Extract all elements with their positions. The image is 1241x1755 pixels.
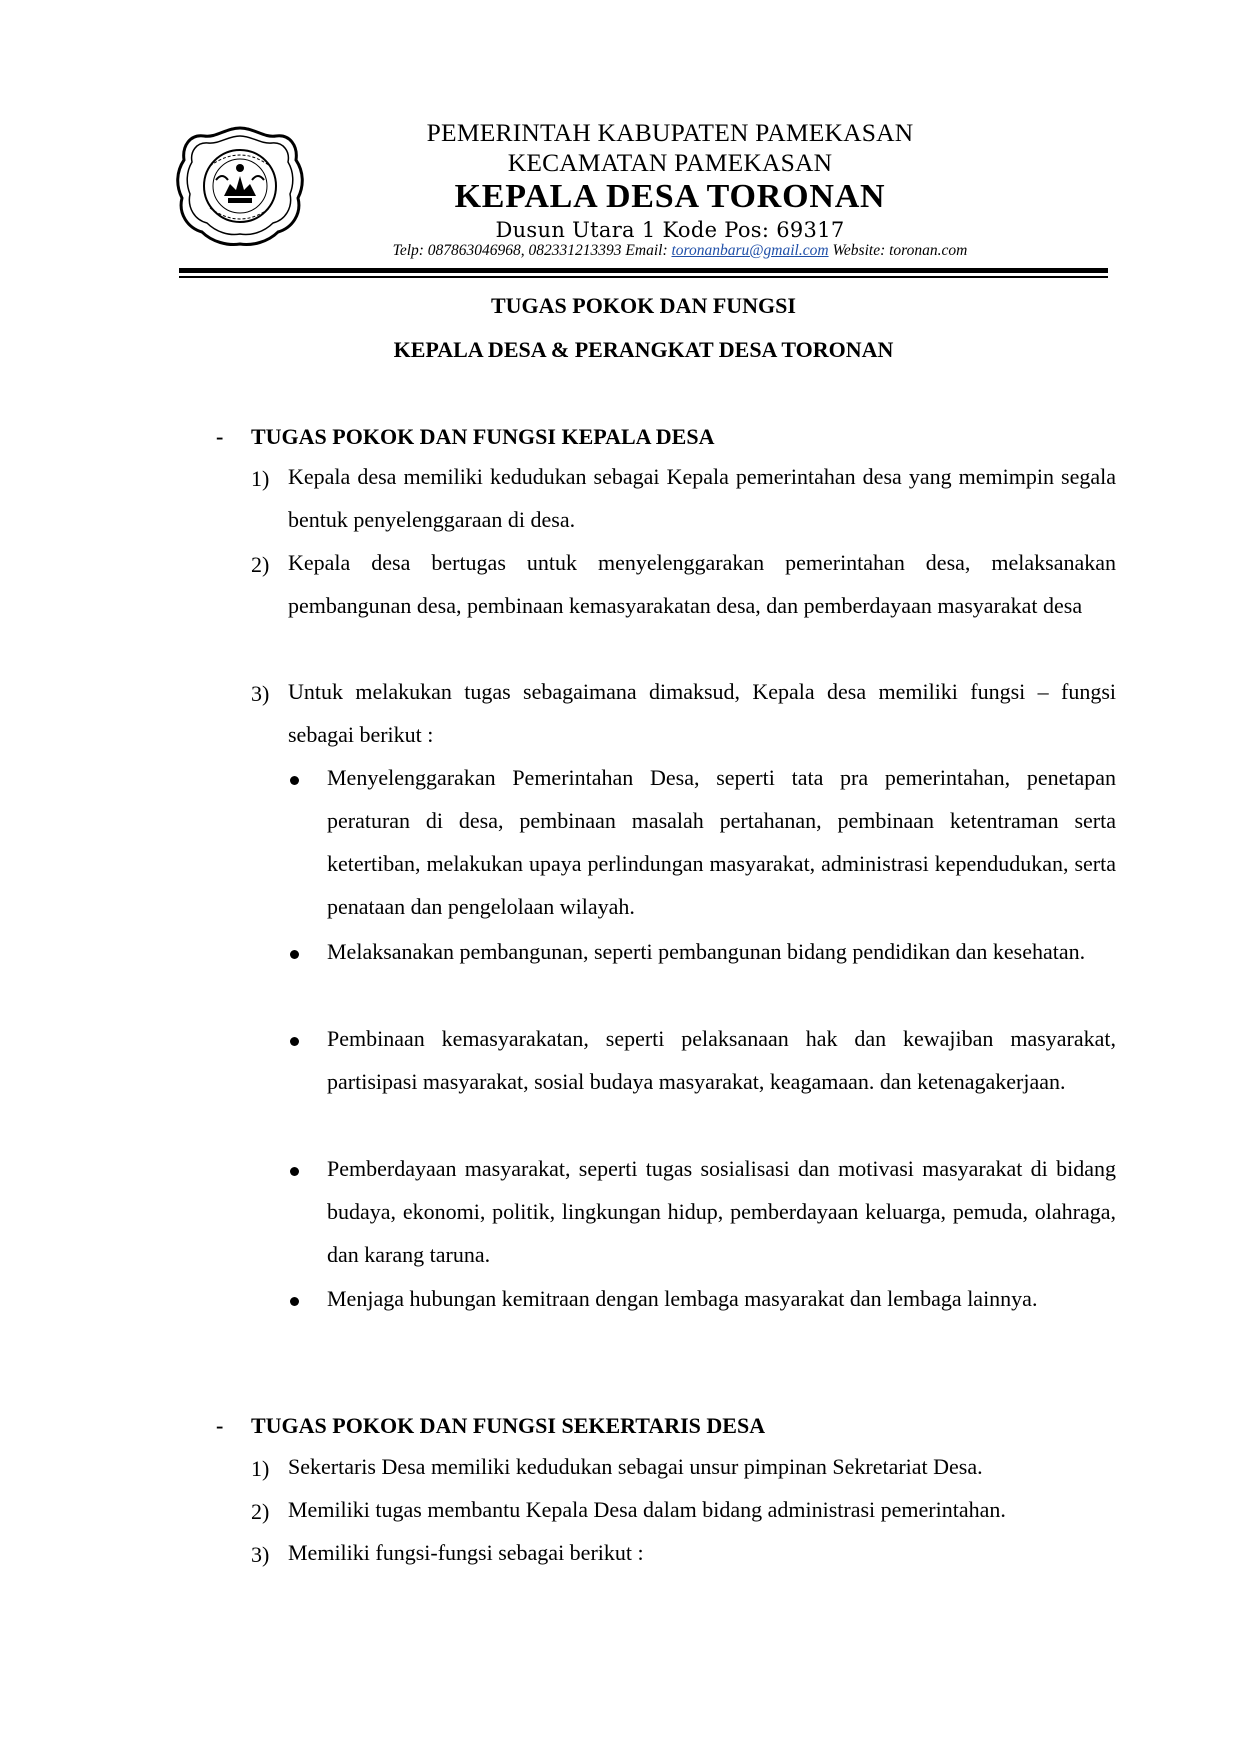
bullet-item: Pembinaan kemasyarakatan, seperti pelaksanaan hak dan kewajiban masyarakat, partisipasi masyarakat, sosial budaya masyarakat, keagamaan. dan ketenagakerjaan. xyxy=(327,1026,1116,1094)
section-dash: - xyxy=(216,1413,224,1438)
list-item: Memiliki tugas membantu Kepala Desa dalam bidang administrasi pemerintahan. xyxy=(288,1497,1006,1522)
list-item: Sekertaris Desa memiliki kedudukan sebagai unsur pimpinan Sekretariat Desa. xyxy=(288,1454,983,1479)
list-number: 3) xyxy=(251,681,270,706)
letterhead-district: KECAMATAN PAMEKASAN xyxy=(507,148,833,177)
bullet-icon xyxy=(290,1167,299,1176)
contact-email-link[interactable]: toronanbaru@gmail.com xyxy=(671,242,829,259)
list-number: 3) xyxy=(251,1542,270,1567)
list-item: Kepala desa bertugas untuk menyelenggarakan pemerintahan desa, melaksanakan pembangunan desa, pembinaan kemasyarakatan desa, dan pemberdayaan masyarakat desa xyxy=(288,550,1116,618)
letterhead-office-title: KEPALA DESA TORONAN xyxy=(454,178,886,215)
section-dash: - xyxy=(216,424,224,449)
list-item: Untuk melakukan tugas sebagaimana dimaksud, Kepala desa memiliki fungsi – fungsi sebagai berikut : xyxy=(288,679,1116,747)
bullet-icon xyxy=(290,950,299,959)
bullet-item: Menyelenggarakan Pemerintahan Desa, seperti tata pra pemerintahan, penetapan peraturan di desa, pembinaan masalah pertahanan, pembinaan ketentraman serta ketertiban, melakukan upaya perlindungan masyarakat, administrasi kependudukan, serta penataan dan pengelolaan wilayah. xyxy=(327,765,1116,919)
contact-phone: Telp: 087863046968, 082331213393 Email: xyxy=(392,242,672,259)
document-title: TUGAS POKOK DAN FUNGSI xyxy=(491,293,796,318)
contact-website: Website: toronan.com xyxy=(828,242,968,259)
bullet-item: Pemberdayaan masyarakat, seperti tugas sosialisasi dan motivasi masyarakat di bidang budaya, ekonomi, politik, lingkungan hidup, pemberdayaan keluarga, pemuda, olahraga, dan karang taruna. xyxy=(327,1156,1116,1267)
document-subtitle: KEPALA DESA & PERANGKAT DESA TORONAN xyxy=(393,337,894,362)
letterhead-divider-thick xyxy=(179,268,1108,273)
list-number: 1) xyxy=(251,1456,270,1481)
list-number: 2) xyxy=(251,1499,270,1524)
bullet-icon xyxy=(290,1037,299,1046)
list-number: 1) xyxy=(251,466,270,491)
list-number: 2) xyxy=(251,552,270,577)
list-item: Memiliki fungsi-fungsi sebagai berikut : xyxy=(288,1540,644,1565)
letterhead-address: Dusun Utara 1 Kode Pos: 69317 xyxy=(495,218,845,242)
bullet-item: Melaksanakan pembangunan, seperti pembangunan bidang pendidikan dan kesehatan. xyxy=(327,939,1086,964)
bullet-icon xyxy=(290,1297,299,1306)
section-heading: TUGAS POKOK DAN FUNGSI KEPALA DESA xyxy=(251,424,715,449)
village-seal-logo xyxy=(172,124,308,250)
letterhead-divider-thin xyxy=(179,276,1108,278)
letterhead-contact xyxy=(290,242,1070,260)
section-heading: TUGAS POKOK DAN FUNGSI SEKERTARIS DESA xyxy=(251,1413,766,1438)
letterhead-government: PEMERINTAH KABUPATEN PAMEKASAN xyxy=(426,118,914,147)
bullet-item: Menjaga hubungan kemitraan dengan lembaga masyarakat dan lembaga lainnya. xyxy=(327,1286,1038,1311)
seal-icon xyxy=(172,124,308,250)
list-item: Kepala desa memiliki kedudukan sebagai Kepala pemerintahan desa yang memimpin segala bentuk penyelenggaraan di desa. xyxy=(288,464,1116,532)
bullet-icon xyxy=(290,776,299,785)
